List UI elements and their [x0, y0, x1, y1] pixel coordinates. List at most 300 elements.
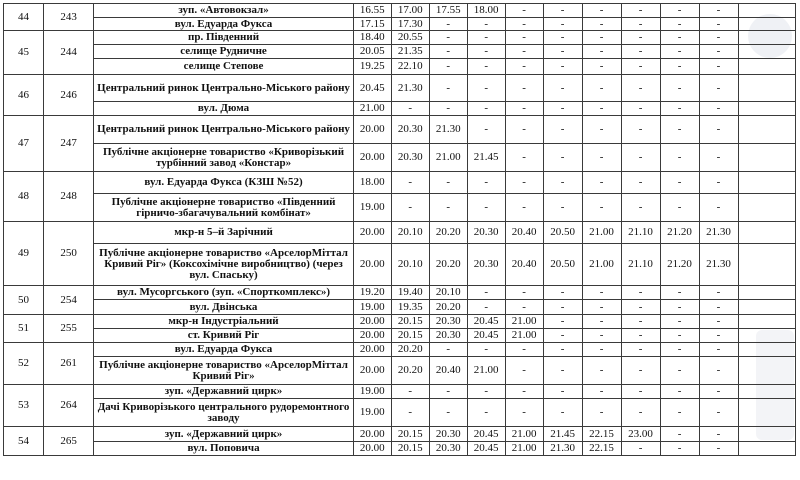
departure-time-cell: 21.00	[582, 222, 621, 244]
departure-time-cell: -	[699, 116, 738, 144]
departure-time-cell: -	[582, 31, 621, 45]
departure-time-cell: 19.00	[353, 194, 391, 222]
empty-cell	[738, 343, 796, 357]
table-row	[4, 222, 796, 244]
departure-time-cell: -	[621, 315, 660, 329]
departure-time-cell: -	[699, 102, 738, 116]
row-number-cell: 45	[4, 31, 44, 75]
empty-cell	[738, 116, 796, 144]
departure-time-cell: -	[621, 329, 660, 343]
table-row	[4, 31, 796, 45]
departure-time-cell: 20.05	[353, 45, 391, 59]
row-number-cell: 53	[4, 385, 44, 427]
table-row	[4, 75, 796, 102]
departure-time-cell: -	[505, 343, 543, 357]
departure-time-cell: -	[660, 442, 699, 456]
departure-time-cell: -	[467, 399, 505, 427]
departure-time-cell: 21.00	[467, 357, 505, 385]
departure-time-cell: 20.50	[543, 222, 582, 244]
departure-time-cell: -	[660, 286, 699, 300]
departure-time-cell: -	[621, 343, 660, 357]
empty-cell	[738, 172, 796, 194]
departure-time-cell: -	[660, 116, 699, 144]
departure-time-cell: -	[505, 172, 543, 194]
departure-time-cell: 20.00	[353, 144, 391, 172]
departure-time-cell: 21.35	[391, 45, 429, 59]
departure-time-cell: 20.30	[429, 315, 467, 329]
departure-time-cell: -	[467, 300, 505, 315]
departure-time-cell: -	[543, 31, 582, 45]
departure-time-cell: -	[429, 75, 467, 102]
table-row	[4, 300, 796, 315]
departure-time-cell: -	[582, 357, 621, 385]
departure-time-cell: -	[582, 329, 621, 343]
row-number-cell: 44	[4, 4, 44, 31]
departure-time-cell: -	[391, 102, 429, 116]
route-number-cell: 255	[44, 315, 94, 343]
departure-time-cell: 19.40	[391, 286, 429, 300]
departure-time-cell: 21.30	[699, 222, 738, 244]
departure-time-cell: 21.00	[429, 144, 467, 172]
departure-time-cell: 20.30	[429, 442, 467, 456]
empty-cell	[738, 442, 796, 456]
departure-time-cell: -	[699, 315, 738, 329]
empty-cell	[738, 300, 796, 315]
stop-name-cell: мкр-н 5–й Зарічний	[94, 222, 354, 244]
departure-time-cell: -	[660, 75, 699, 102]
departure-time-cell: -	[699, 59, 738, 75]
table-row	[4, 442, 796, 456]
departure-time-cell: -	[467, 385, 505, 399]
departure-time-cell: 21.45	[467, 144, 505, 172]
departure-time-cell: -	[429, 343, 467, 357]
departure-time-cell: 20.20	[391, 343, 429, 357]
table-row	[4, 45, 796, 59]
row-number-cell: 46	[4, 75, 44, 116]
route-number-cell: 244	[44, 31, 94, 75]
departure-time-cell: 21.00	[582, 244, 621, 286]
row-number-cell: 50	[4, 286, 44, 315]
departure-time-cell: -	[543, 59, 582, 75]
departure-time-cell: -	[699, 385, 738, 399]
departure-time-cell: 20.00	[353, 222, 391, 244]
table-row	[4, 329, 796, 343]
departure-time-cell: 20.30	[429, 427, 467, 442]
departure-time-cell: -	[429, 45, 467, 59]
stop-name-cell: вул. Едуарда Фукса (КЗШ №52)	[94, 172, 354, 194]
departure-time-cell: -	[505, 357, 543, 385]
departure-time-cell: 20.15	[391, 427, 429, 442]
route-number-cell: 250	[44, 222, 94, 286]
departure-time-cell: -	[699, 343, 738, 357]
departure-time-cell: -	[429, 399, 467, 427]
departure-time-cell: -	[505, 31, 543, 45]
departure-time-cell: -	[505, 194, 543, 222]
stop-name-cell: зуп. «Державний цирк»	[94, 427, 354, 442]
departure-time-cell: -	[660, 427, 699, 442]
table-row	[4, 172, 796, 194]
departure-time-cell: 18.40	[353, 31, 391, 45]
departure-time-cell: -	[391, 385, 429, 399]
table-row	[4, 194, 796, 222]
departure-time-cell: -	[699, 18, 738, 31]
stop-name-cell: зуп. «Автовокзал»	[94, 4, 354, 18]
departure-time-cell: -	[543, 194, 582, 222]
departure-time-cell: 21.00	[353, 102, 391, 116]
departure-time-cell: 20.10	[391, 222, 429, 244]
departure-time-cell: -	[391, 172, 429, 194]
departure-time-cell: 19.35	[391, 300, 429, 315]
departure-time-cell: -	[582, 385, 621, 399]
departure-time-cell: -	[699, 399, 738, 427]
departure-time-cell: -	[582, 300, 621, 315]
departure-time-cell: -	[543, 329, 582, 343]
departure-time-cell: -	[621, 144, 660, 172]
row-number-cell: 47	[4, 116, 44, 172]
departure-time-cell: -	[543, 399, 582, 427]
bus-schedule-table	[3, 3, 796, 456]
empty-cell	[738, 31, 796, 45]
departure-time-cell: -	[467, 343, 505, 357]
departure-time-cell: 20.50	[543, 244, 582, 286]
departure-time-cell: 20.30	[391, 144, 429, 172]
row-number-cell: 48	[4, 172, 44, 222]
departure-time-cell: -	[391, 399, 429, 427]
departure-time-cell: -	[505, 300, 543, 315]
departure-time-cell: -	[660, 18, 699, 31]
stop-name-cell: Публічне акціонерне товариство «Південний гірничо-збагачувальний комбінат»	[94, 194, 354, 222]
departure-time-cell: 21.00	[505, 329, 543, 343]
departure-time-cell: 20.20	[429, 300, 467, 315]
departure-time-cell: 20.00	[353, 357, 391, 385]
departure-time-cell: -	[543, 75, 582, 102]
departure-time-cell: 21.30	[699, 244, 738, 286]
departure-time-cell: 21.30	[543, 442, 582, 456]
departure-time-cell: -	[467, 59, 505, 75]
departure-time-cell: 20.40	[429, 357, 467, 385]
stop-name-cell: селище Степове	[94, 59, 354, 75]
empty-cell	[738, 329, 796, 343]
departure-time-cell: 20.20	[429, 222, 467, 244]
departure-time-cell: -	[660, 31, 699, 45]
departure-time-cell: -	[543, 357, 582, 385]
route-number-cell: 265	[44, 427, 94, 456]
departure-time-cell: -	[699, 194, 738, 222]
stop-name-cell: Публічне акціонерне товариство «АрселорМіттал Кривий Ріг» (Коксохімічне виробництво) (через вул. Спаську)	[94, 244, 354, 286]
stop-name-cell: вул. Поповича	[94, 442, 354, 456]
departure-time-cell: -	[582, 194, 621, 222]
table-row	[4, 343, 796, 357]
empty-cell	[738, 45, 796, 59]
table-row	[4, 315, 796, 329]
departure-time-cell: 18.00	[467, 4, 505, 18]
departure-time-cell: -	[582, 343, 621, 357]
departure-time-cell: -	[621, 399, 660, 427]
departure-time-cell: 21.20	[660, 222, 699, 244]
departure-time-cell: 20.30	[429, 329, 467, 343]
departure-time-cell: -	[660, 102, 699, 116]
departure-time-cell: 20.10	[429, 286, 467, 300]
empty-cell	[738, 222, 796, 244]
table-row	[4, 4, 796, 18]
departure-time-cell: -	[582, 4, 621, 18]
departure-time-cell: -	[543, 315, 582, 329]
departure-time-cell: 17.30	[391, 18, 429, 31]
table-row	[4, 116, 796, 144]
stop-name-cell: Публічне акціонерне товариство «АрселорМіттал Кривий Ріг»	[94, 357, 354, 385]
departure-time-cell: -	[582, 399, 621, 427]
departure-time-cell: -	[660, 315, 699, 329]
empty-cell	[738, 244, 796, 286]
departure-time-cell: 20.30	[391, 116, 429, 144]
empty-cell	[738, 18, 796, 31]
departure-time-cell: 21.20	[660, 244, 699, 286]
departure-time-cell: -	[582, 172, 621, 194]
departure-time-cell: -	[699, 144, 738, 172]
departure-time-cell: 20.40	[505, 222, 543, 244]
departure-time-cell: -	[429, 59, 467, 75]
departure-time-cell: 19.25	[353, 59, 391, 75]
departure-time-cell: -	[505, 116, 543, 144]
route-number-cell: 248	[44, 172, 94, 222]
departure-time-cell: -	[699, 329, 738, 343]
row-number-cell: 49	[4, 222, 44, 286]
stop-name-cell: зуп. «Державний цирк»	[94, 385, 354, 399]
departure-time-cell: -	[621, 357, 660, 385]
departure-time-cell: -	[505, 286, 543, 300]
empty-cell	[738, 144, 796, 172]
departure-time-cell: -	[660, 399, 699, 427]
departure-time-cell: -	[543, 102, 582, 116]
route-number-cell: 246	[44, 75, 94, 116]
departure-time-cell: -	[621, 300, 660, 315]
departure-time-cell: 20.15	[391, 442, 429, 456]
departure-time-cell: 21.00	[505, 427, 543, 442]
departure-time-cell: -	[505, 45, 543, 59]
route-number-cell: 243	[44, 4, 94, 31]
departure-time-cell: 19.00	[353, 300, 391, 315]
departure-time-cell: -	[582, 144, 621, 172]
departure-time-cell: -	[467, 31, 505, 45]
departure-time-cell: -	[505, 75, 543, 102]
departure-time-cell: -	[505, 4, 543, 18]
departure-time-cell: 21.30	[391, 75, 429, 102]
departure-time-cell: -	[660, 300, 699, 315]
table-row	[4, 18, 796, 31]
departure-time-cell: -	[582, 18, 621, 31]
table-row	[4, 144, 796, 172]
empty-cell	[738, 75, 796, 102]
row-number-cell: 54	[4, 427, 44, 456]
departure-time-cell: -	[429, 172, 467, 194]
empty-cell	[738, 315, 796, 329]
stop-name-cell: вул. Едуарда Фукса	[94, 343, 354, 357]
departure-time-cell: -	[660, 172, 699, 194]
departure-time-cell: 22.15	[582, 427, 621, 442]
departure-time-cell: -	[582, 45, 621, 59]
departure-time-cell: -	[621, 385, 660, 399]
departure-time-cell: 21.10	[621, 244, 660, 286]
departure-time-cell: 21.00	[505, 442, 543, 456]
departure-time-cell: -	[467, 45, 505, 59]
departure-time-cell: -	[699, 172, 738, 194]
departure-time-cell: 20.30	[467, 244, 505, 286]
departure-time-cell: 20.45	[467, 329, 505, 343]
departure-time-cell: -	[660, 357, 699, 385]
route-number-cell: 254	[44, 286, 94, 315]
departure-time-cell: -	[467, 116, 505, 144]
departure-time-cell: -	[543, 385, 582, 399]
departure-time-cell: -	[621, 286, 660, 300]
departure-time-cell: -	[621, 59, 660, 75]
table-row	[4, 399, 796, 427]
departure-time-cell: 21.10	[621, 222, 660, 244]
departure-time-cell: -	[467, 18, 505, 31]
departure-time-cell: 21.30	[429, 116, 467, 144]
stop-name-cell: мкр-н Індустріальний	[94, 315, 354, 329]
empty-cell	[738, 357, 796, 385]
table-row	[4, 102, 796, 116]
departure-time-cell: -	[660, 59, 699, 75]
departure-time-cell: -	[467, 194, 505, 222]
departure-time-cell: -	[582, 116, 621, 144]
departure-time-cell: -	[467, 286, 505, 300]
stop-name-cell: Центральний ринок Центрально-Міського району	[94, 75, 354, 102]
departure-time-cell: -	[621, 75, 660, 102]
stop-name-cell: ст. Кривий Ріг	[94, 329, 354, 343]
departure-time-cell: 20.00	[353, 244, 391, 286]
departure-time-cell: -	[660, 343, 699, 357]
stop-name-cell: селище Рудничне	[94, 45, 354, 59]
departure-time-cell: 20.00	[353, 427, 391, 442]
departure-time-cell: 17.55	[429, 4, 467, 18]
stop-name-cell: вул. Едуарда Фукса	[94, 18, 354, 31]
departure-time-cell: 22.10	[391, 59, 429, 75]
departure-time-cell: 17.15	[353, 18, 391, 31]
route-number-cell: 261	[44, 343, 94, 385]
departure-time-cell: -	[505, 59, 543, 75]
departure-time-cell: -	[505, 144, 543, 172]
departure-time-cell: -	[582, 102, 621, 116]
departure-time-cell: 20.15	[391, 315, 429, 329]
departure-time-cell: 23.00	[621, 427, 660, 442]
departure-time-cell: -	[660, 194, 699, 222]
empty-cell	[738, 4, 796, 18]
departure-time-cell: -	[429, 18, 467, 31]
departure-time-cell: 20.00	[353, 329, 391, 343]
departure-time-cell: -	[621, 116, 660, 144]
departure-time-cell: -	[660, 144, 699, 172]
departure-time-cell: -	[621, 31, 660, 45]
departure-time-cell: -	[660, 4, 699, 18]
departure-time-cell: 18.00	[353, 172, 391, 194]
departure-time-cell: -	[543, 45, 582, 59]
departure-time-cell: 20.30	[467, 222, 505, 244]
departure-time-cell: 19.00	[353, 385, 391, 399]
departure-time-cell: 19.00	[353, 399, 391, 427]
departure-time-cell: -	[699, 286, 738, 300]
empty-cell	[738, 399, 796, 427]
departure-time-cell: -	[467, 102, 505, 116]
departure-time-cell: 20.00	[353, 315, 391, 329]
departure-time-cell: -	[699, 31, 738, 45]
departure-time-cell: -	[505, 385, 543, 399]
departure-time-cell: -	[543, 300, 582, 315]
row-number-cell: 52	[4, 343, 44, 385]
stop-name-cell: вул. Дюма	[94, 102, 354, 116]
departure-time-cell: 20.20	[429, 244, 467, 286]
departure-time-cell: 19.20	[353, 286, 391, 300]
table-row	[4, 59, 796, 75]
departure-time-cell: -	[699, 442, 738, 456]
departure-time-cell: 20.55	[391, 31, 429, 45]
route-number-cell: 247	[44, 116, 94, 172]
departure-time-cell: -	[582, 315, 621, 329]
departure-time-cell: 20.00	[353, 116, 391, 144]
departure-time-cell: -	[543, 172, 582, 194]
empty-cell	[738, 427, 796, 442]
departure-time-cell: -	[467, 172, 505, 194]
stop-name-cell: вул. Мусоргського (зуп. «Спорткомплекс»)	[94, 286, 354, 300]
departure-time-cell: -	[699, 4, 738, 18]
departure-time-cell: 20.40	[505, 244, 543, 286]
departure-time-cell: 20.45	[467, 442, 505, 456]
departure-time-cell: 20.20	[391, 357, 429, 385]
departure-time-cell: -	[621, 18, 660, 31]
departure-time-cell: -	[582, 286, 621, 300]
departure-time-cell: 16.55	[353, 4, 391, 18]
empty-cell	[738, 385, 796, 399]
departure-time-cell: 20.45	[467, 427, 505, 442]
empty-cell	[738, 59, 796, 75]
departure-time-cell: -	[391, 194, 429, 222]
departure-time-cell: -	[699, 300, 738, 315]
empty-cell	[738, 102, 796, 116]
departure-time-cell: -	[621, 102, 660, 116]
departure-time-cell: 20.00	[353, 442, 391, 456]
table-row	[4, 286, 796, 300]
departure-time-cell: -	[543, 343, 582, 357]
departure-time-cell: 17.00	[391, 4, 429, 18]
departure-time-cell: -	[699, 45, 738, 59]
departure-time-cell: -	[660, 329, 699, 343]
table-row	[4, 357, 796, 385]
departure-time-cell: -	[543, 18, 582, 31]
departure-time-cell: 22.15	[582, 442, 621, 456]
departure-time-cell: 20.45	[467, 315, 505, 329]
table-row	[4, 385, 796, 399]
departure-time-cell: -	[543, 4, 582, 18]
departure-time-cell: -	[699, 427, 738, 442]
departure-time-cell: -	[505, 102, 543, 116]
departure-time-cell: 20.15	[391, 329, 429, 343]
departure-time-cell: -	[660, 45, 699, 59]
departure-time-cell: 21.00	[505, 315, 543, 329]
empty-cell	[738, 286, 796, 300]
departure-time-cell: -	[660, 385, 699, 399]
departure-time-cell: -	[543, 116, 582, 144]
stop-name-cell: Публічне акціонерне товариство «Криворізький турбінний завод «Констар»	[94, 144, 354, 172]
stop-name-cell: вул. Двінська	[94, 300, 354, 315]
empty-cell	[738, 194, 796, 222]
departure-time-cell: -	[543, 144, 582, 172]
stop-name-cell: Центральний ринок Центрально-Міського району	[94, 116, 354, 144]
departure-time-cell: -	[505, 399, 543, 427]
table-row	[4, 244, 796, 286]
departure-time-cell: -	[621, 172, 660, 194]
route-number-cell: 264	[44, 385, 94, 427]
departure-time-cell: -	[621, 442, 660, 456]
